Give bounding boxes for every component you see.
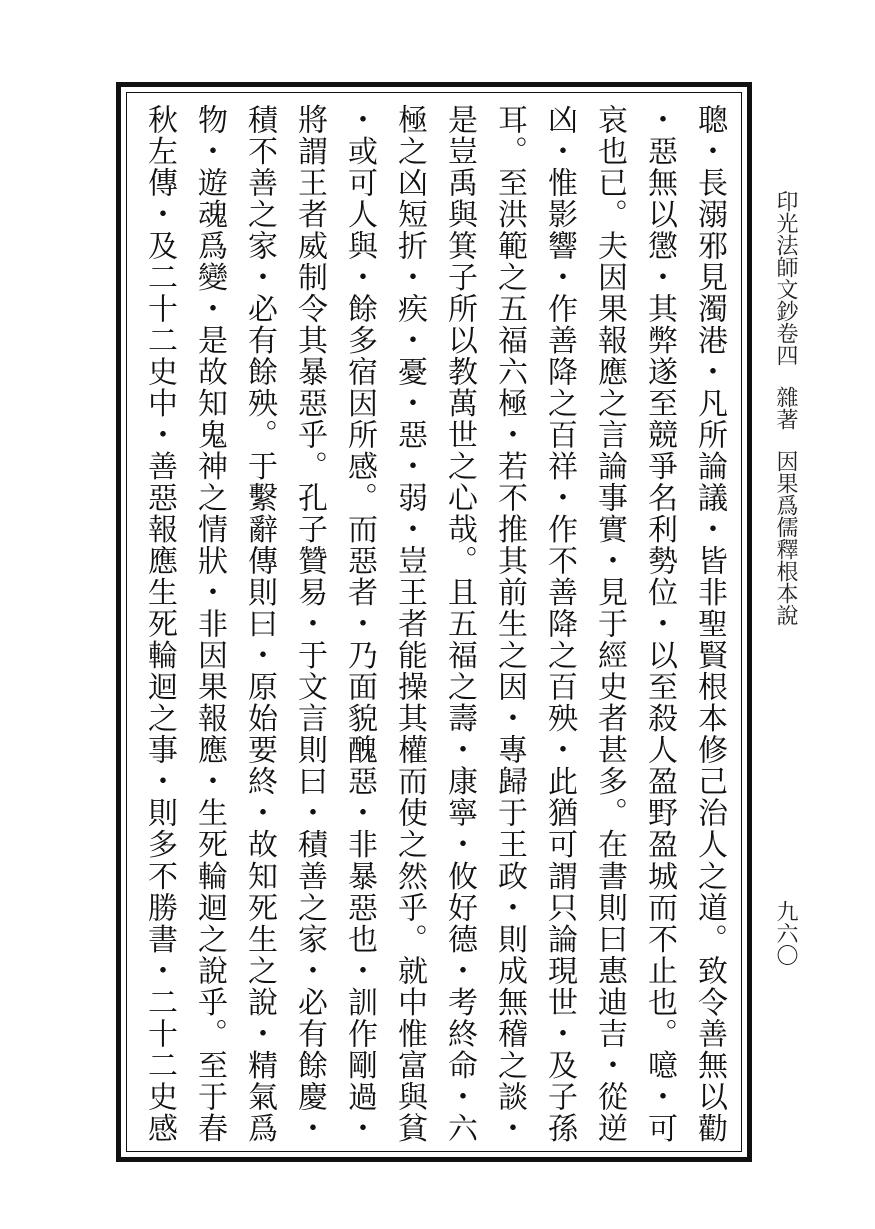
text-column: 將謂王者威制令其暴惡乎。孔子贊易・于文言則曰・積善之家・必有餘慶・ [292, 104, 327, 1144]
text-column: 聰・長溺邪見濁港・凡所論議・皆非聖賢根本修己治人之道。致令善無以勸 [692, 104, 727, 1144]
text-column: 積不善之家・必有餘殃。于繫辭傳則曰・原始要終・故知死生之說・精氣爲 [242, 104, 277, 1144]
text-column: ・惡無以懲・其弊遂至競爭名利勢位・以至殺人盈野盈城而不止也。噫・可 [642, 104, 677, 1144]
text-column: 是豈禹與箕子所以教萬世之心哉。且五福之壽・康寧・攸好德・考終命・六 [442, 104, 477, 1144]
page-number: 九六〇 [773, 900, 798, 966]
body-text [135, 104, 735, 1144]
text-column: 耳。至洪範之五福六極・若不推其前生之因・專歸于王政・則成無稽之談・ [492, 104, 527, 1144]
header-book-title: 印光法師文鈔卷四 [773, 190, 798, 366]
text-column: ・或可人與・餘多宿因所感。而惡者・乃面貌醜惡・非暴惡也・訓作剛過・ [342, 104, 377, 1144]
text-column: 秋左傳・及二十二史中・善惡報應生死輪迴之事・則多不勝書・二十二史感 [142, 104, 177, 1144]
text-column: 哀也已。夫因果報應之言論事實・見于經史者甚多。在書則曰惠迪吉・從逆 [592, 104, 627, 1144]
text-column: 凶・惟影響・作善降之百祥・作不善降之百殃・此猶可謂只論現世・及子孫 [542, 104, 577, 1144]
text-column: 物・遊魂爲變・是故知鬼神之情狀・非因果報應・生死輪迴之說乎。至于春 [192, 104, 227, 1144]
running-header [770, 190, 800, 626]
text-column: 極之凶短折・疾・憂・惡・弱・豈王者能操其權而使之然乎。就中惟富與貧 [392, 104, 427, 1144]
header-article-title: 因果爲儒釋根本說 [773, 450, 798, 626]
header-section: 雜著 [773, 386, 798, 430]
